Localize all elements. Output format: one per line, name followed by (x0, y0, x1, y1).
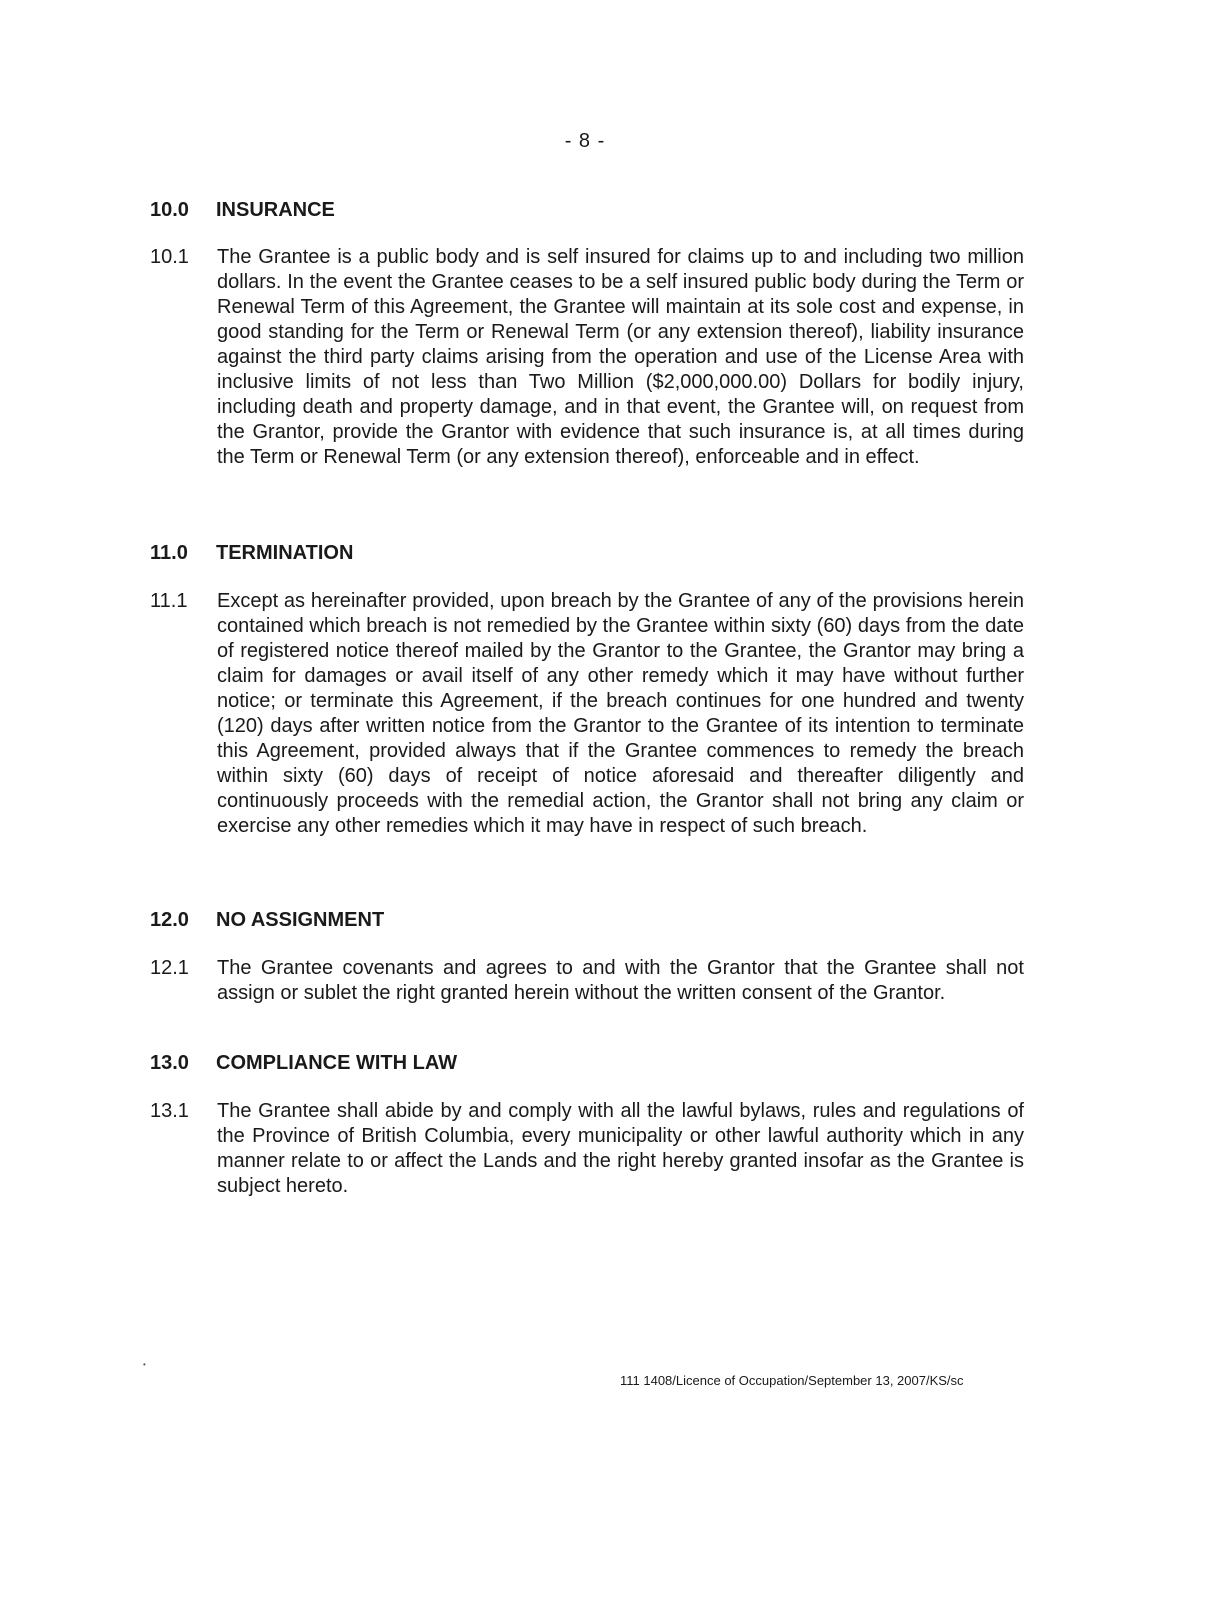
clause-text: The Grantee shall abide by and comply with all the lawful bylaws, rules and regulations of the Province of British Columbia, every municipality or other lawful authority which in any manner relate to or affect the Lands and the right hereby granted insofar as the Grantee is subject hereto. (217, 1100, 1024, 1197)
document-footer: 111 1408/Licence of Occupation/September 13, 2007/KS/sc (620, 1373, 964, 1388)
clause-number: 11.1 (150, 590, 188, 612)
clause-termination (150, 589, 1024, 839)
section-heading-compliance-with-law (150, 1052, 457, 1075)
section-number: 11.0 (150, 542, 188, 564)
clause-text: Except as hereinafter provided, upon breach by the Grantee of any of the provisions herein contained which breach is not remedied by the Grantee within sixty (60) days from the date of registered notice thereof mailed by the Grantor to the Grantee, the Grantor may bring a claim for damages or avail itself of any other remedy which it may have without further notice; or terminate this Agreement, if the breach continues for one hundred and twenty (120) days after written notice from the Grantor to the Grantee of its intention to terminate this Agreement, provided always that if the Grantee commences to remedy the breach within sixty (60) days of receipt of notice aforesaid and thereafter diligently and continuously proceeds with the remedial action, the Grantor shall not bring any claim or exercise any other remedies which it may have in respect of such breach. (217, 590, 1024, 837)
clause-number: 12.1 (150, 957, 189, 979)
scan-mark: • (143, 1360, 146, 1369)
clause-text: The Grantee covenants and agrees to and with the Grantor that the Grantee shall not assign or sublet the right granted herein without the written consent of the Grantor. (217, 957, 1024, 1004)
section-title: NO ASSIGNMENT (216, 909, 385, 931)
clause-insurance (150, 245, 1024, 470)
section-title: COMPLIANCE WITH LAW (216, 1052, 458, 1074)
clause-text: The Grantee is a public body and is self insured for claims up to and including two million dollars. In the event the Grantee ceases to be a self insured public body during the Term or Renewal Term of this Agreement, the Grantee will maintain at its sole cost and expense, in good standing for the Term or Renewal Term (or any extension thereof), liability insurance against the third party claims arising from the operation and use of the License Area with inclusive limits of not less than Two Million ($2,000,000.00) Dollars for bodily injury, including death and property damage, and in that event, the Grantee will, on request from the Grantor, provide the Grantor with evidence that such insurance is, at all times during the Term or Renewal Term (or any extension thereof), enforceable and in effect. (217, 246, 1024, 468)
clause-no-assignment (150, 956, 1024, 1006)
section-heading-termination (150, 542, 353, 565)
section-title: INSURANCE (216, 199, 335, 221)
section-title: TERMINATION (216, 542, 354, 564)
clause-number: 10.1 (150, 246, 189, 268)
section-number: 13.0 (150, 1052, 189, 1074)
section-heading-no-assignment (150, 909, 384, 932)
clause-number: 13.1 (150, 1100, 189, 1122)
page-number: - 8 - (564, 130, 606, 152)
clause-compliance-with-law (150, 1099, 1024, 1199)
section-heading-insurance (150, 199, 335, 222)
section-number: 10.0 (150, 199, 189, 221)
section-number: 12.0 (150, 909, 189, 931)
